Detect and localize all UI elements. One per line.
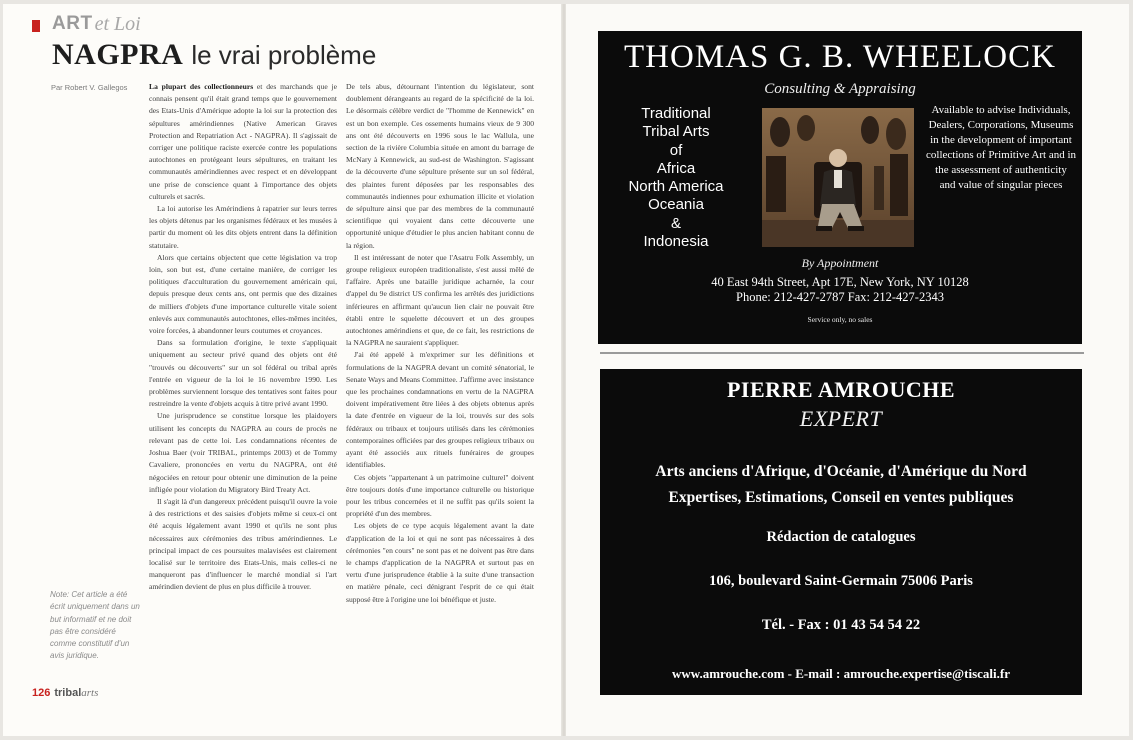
rubric-art: ART — [52, 13, 93, 34]
lead-in: La plupart des collectionneurs — [149, 82, 254, 91]
paragraph: De tels abus, détournant l'intention du législateur, sont doublement dérangeants au regard de la spécificité de la loi. Le désormais célèbre verdict de "l'homme de Kennewick" en est un bon exemple. Ces ossements humains vieux de 9 300 ans ont été découverts en 1996 sous le lac Wallula, une section de la rivière Columbia située en amont du barrage de McNary à Kennewick, au sud-est de Washington. S'agissant de la découverte d'une sépulture présente sur un sol fédéral, des plaintes furent déposées par les responsables des communautés indiennes pour exhumation illicite et violation de sépulture ainsi que par des membres de la communauté scientifique qui voyaient dans cette découverte une opportunité unique d'étudier le plus ancien habitant connu de la région. — [346, 82, 534, 250]
headline-main: NAGPRA — [52, 38, 184, 71]
headline-sub: le vrai problème — [191, 40, 377, 70]
amrouche-title: EXPERT — [799, 406, 883, 431]
magazine-logo-tribal: tribal — [54, 687, 82, 699]
wheelock-arts-list — [610, 105, 742, 251]
rubric-marker — [32, 20, 40, 32]
amrouche-address: 106, boulevard Saint-Germain 75006 Paris — [709, 573, 973, 589]
wheelock-photo-image — [762, 108, 914, 247]
paragraph: J'ai été appelé à m'exprimer sur les définitions et formulations de la NAGPRA devant un comité sénatorial, le Senate Ways and Means Committee. J'affirme avec insistance que les prochaines condamnations en vertu de la NAGPRA doivent impérativement être liées à des objets obtenus après la date d'entrée en vigueur de la loi, trouvés sur des sols fédéraux ou tribaux et toujours utilisés dans les cérémonies contemporaines officiées par des groupes religieux tribaux ou ayant été associés aux rituels funéraires de groupes identifiables. — [346, 350, 534, 470]
amrouche-specialty: Arts anciens d'Afrique, d'Océanie, d'Amérique du Nord — [655, 463, 1027, 480]
amrouche-name: PIERRE AMROUCHE — [726, 377, 956, 402]
arts-item: Africa — [656, 159, 696, 177]
arts-item: of — [669, 141, 683, 159]
arts-item: Oceania — [648, 196, 704, 214]
paragraph: Les objets de ce type acquis légalement avant la date d'application de la loi et qui ne sont pas nécessaires à des cérémonies "en cours" ne sont pas et ne doivent pas être dans le champs d'application de la NAGPRA et surtout pas en vertu d'une jurisprudence établie à la suite d'une transaction en matière pénale, ceci dénigrant l'esprit de ce qui était supposé être à l'origine une loi bénéfique et juste. — [346, 521, 534, 604]
paragraph: Il s'agit là d'un dangereux précédent puisqu'il ouvre la voie à des restrictions et des saisies d'objets même si ceux-ci ont été acquis légalement avant 1990 et qu'ils ne sont plus nécessaires aux cérémonies des tribus amérindiennes. Le principal impact de ces poursuites malavisées est clairement localisé sur le territoire des Etats-Unis, mais celles-ci ne manqueront pas d'influencer le marché mondial si l'art amérindien devient de plus en plus difficile à trouver. — [149, 496, 337, 592]
paragraph: La loi autorise les Amérindiens à rapatrier sur leurs terres les objets détenus par les organismes fédéraux et les musées à partir du moment où les dits objets entrent dans la définition statutaire. — [149, 204, 337, 250]
article-column-2 — [346, 81, 534, 666]
paragraph: Alors que certains objectent que cette législation va trop loin, son but est, d'une certaine manière, de corriger les politiques d'acculturation du gouvernement américain qui, depuis presque deux cents ans, ont permis que des dizaines de milliers d'objets d'une importance culturelle vitale soient enlevés aux communautés autochtones, elles-mêmes incitées, voire forcées, à abandonner leurs coutumes et croyances. — [149, 252, 337, 336]
legal-note: Note: Cet article a été écrit uniquement dans un but informatif et ne doit pas être considéré comme constitutif d'un avis juridique. — [50, 590, 140, 661]
wheelock-service-note: Service only, no sales — [807, 315, 873, 324]
paragraph: Il est intéressant de noter que l'Asatru Folk Assembly, un groupe religieux européen traditionaliste, s'est aussi mêlé de l'affaire. Après une bataille juridique acharnée, la cour d'appel du 9e district US confirma les arrêtés des juridictions inférieures en affirmant qu'aucun lien clair ne pouvait être établi entre le squelette découvert et un des groupes autochtones amérindiens et que, de ce fait, les restrictions de la NAGPRA ne sauraient s'appliquer. — [346, 252, 534, 348]
wheelock-photo — [762, 108, 914, 247]
paragraph: Ces objets "appartenant à un patrimoine culturel" doivent être toujours dotés d'une importance culturelle ou historique pour les tribus concernées et il ne suffit pas qu'ils soient la propriété d'un des membres. — [346, 472, 534, 519]
wheelock-name: THOMAS G. B. WHEELOCK — [624, 39, 1056, 75]
amrouche-web-email: www.amrouche.com - E-mail : amrouche.expertise@tiscali.fr — [672, 666, 1010, 681]
amrouche-catalogues: Rédaction de catalogues — [766, 529, 916, 545]
page-number: 126 — [32, 687, 51, 699]
wheelock-appointment: By Appointment — [801, 256, 879, 270]
arts-item: Indonesia — [643, 233, 709, 251]
paragraph-text: et des marchands que je connais pensent qu'il était grand temps que le gouvernement des Etats-Unis d'Amérique adopte la loi sur la protection des sépultures amérindiennes (Native American Graves Protection and Repatriation Act - NAGPRA). Il s'agissait de corriger une politique raciste exercée contre les populations autochtones en protégeant leurs sépultures, en traitant les communautés amérindiennes avec respect et en développant une prise de conscience quant à l'importance des objets culturels et sacrés. — [149, 82, 337, 201]
article-headline — [52, 38, 376, 72]
amrouche-advertisement — [600, 369, 1082, 695]
arts-item: Tribal Arts — [642, 123, 710, 141]
article-column-1 — [149, 81, 337, 666]
wheelock-address: 40 East 94th Street, Apt 17E, New York, NY 10128 — [711, 275, 969, 289]
amrouche-phone: Tél. - Fax : 01 43 54 54 22 — [761, 617, 921, 633]
magazine-logo-arts: arts — [81, 687, 99, 699]
page-folio — [32, 687, 98, 699]
wheelock-services: Available to advise Individuals, Dealers, Corporations, Museums in the development of important collections of Primitive Art and in the assessment of authenticity and value of singular pieces — [926, 104, 1077, 191]
wheelock-advertisement — [598, 31, 1082, 344]
byline: Par Robert V. Gallegos — [51, 83, 128, 92]
arts-item: North America — [628, 178, 724, 196]
arts-item: Traditional — [641, 105, 711, 122]
wheelock-phone: Phone: 212-427-2787 Fax: 212-427-2343 — [736, 290, 944, 304]
wheelock-subtitle: Consulting & Appraising — [764, 81, 916, 97]
ad-separator — [600, 352, 1084, 354]
paragraph: Dans sa formulation d'origine, le texte s'appliquait uniquement au secteur privé quand des objets ont été "trouvés ou découverts" sur un sol fédéral ou tribal après l'entrée en vigueur de la loi le 16 novembre 1990. Les problèmes surviennent lorsque des tentatives sont faites pour restreindre la vente d'objets acquis à titre privé avant 1990. — [149, 338, 337, 409]
rubric-loi: et Loi — [94, 12, 141, 35]
paragraph — [149, 81, 337, 203]
amrouche-services: Expertises, Estimations, Conseil en ventes publiques — [668, 489, 1014, 506]
arts-item: & — [670, 214, 681, 232]
section-rubric — [32, 12, 141, 36]
paragraph: Une jurisprudence se constitue lorsque les plaidoyers utilisent les concepts du NAGPRA au cours de procès ne relevant pas de cette loi. Les condamnations récentes de Joshua Baer (voir TRIBAL, printemps 2003) et de Tommy Cavaliere, prononcées en vertu du NAGPRA, ont été négociées en retour pour obtenir une diminution de la peine infligée pour violation du Migratory Bird Treaty Act. — [149, 411, 337, 494]
